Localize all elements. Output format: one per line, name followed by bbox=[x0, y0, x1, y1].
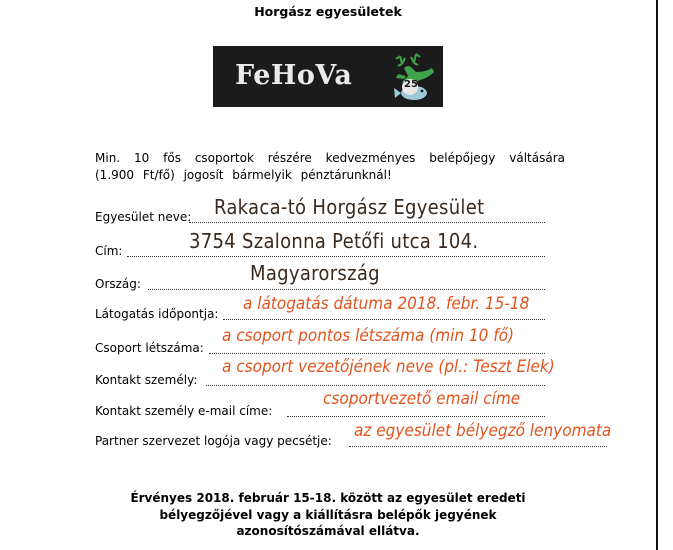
dotted-line bbox=[209, 353, 545, 354]
field-value-address[interactable]: 3754 Szalonna Petőfi utca 104. bbox=[189, 229, 479, 253]
intro-text: Min. 10 fős csoportok részére kedvezményes belépőjegy váltására (1.900 Ft/fő) jogosít bármelyik pénztárunknál! bbox=[95, 151, 565, 182]
validity-note-line: azonosítószámával ellátva. bbox=[236, 524, 420, 538]
field-value-association-name[interactable]: Rakaca-tó Horgász Egyesület bbox=[214, 195, 485, 219]
dotted-line bbox=[349, 446, 607, 447]
field-label: Ország: bbox=[95, 277, 141, 291]
page-title: Horgász egyesületek bbox=[254, 4, 402, 19]
field-value-visit-date[interactable]: a látogatás dátuma 2018. febr. 15-18 bbox=[243, 294, 530, 314]
field-value-contact-person[interactable]: a csoport vezetőjének neve (pl.: Teszt Elek) bbox=[222, 357, 555, 377]
field-value-group-size[interactable]: a csoport pontos létszáma (min 10 fő) bbox=[222, 326, 514, 346]
field-label: Látogatás időpontja: bbox=[95, 307, 219, 321]
field-label: Kontakt személy: bbox=[95, 373, 198, 387]
deer-fish-icon bbox=[386, 50, 438, 104]
validity-note-line: bélyegzőjével vagy a kiállításra belépők jegyének bbox=[159, 507, 497, 522]
field-label: Partner szervezet logója vagy pecsétje: bbox=[95, 434, 332, 448]
field-label: Egyesület neve: bbox=[95, 210, 192, 224]
field-value-partner-stamp[interactable]: az egyesület bélyegző lenyomata bbox=[354, 421, 612, 441]
dotted-line bbox=[223, 319, 545, 320]
validity-note-line: Érvényes 2018. február 15-18. között az egyesület eredeti bbox=[130, 491, 526, 505]
field-label: Cím: bbox=[95, 244, 123, 258]
logo-badge: 25 bbox=[404, 79, 418, 90]
field-label: Kontakt személy e-mail címe: bbox=[95, 404, 273, 418]
dotted-line bbox=[206, 385, 545, 386]
logo-text: FeHoVa bbox=[235, 60, 353, 91]
field-value-contact-email[interactable]: csoportvezető email címe bbox=[323, 389, 521, 409]
page-border-line bbox=[656, 0, 658, 550]
dotted-line bbox=[127, 256, 545, 257]
field-label: Csoport létszáma: bbox=[95, 341, 204, 355]
dotted-line bbox=[189, 222, 545, 223]
fehova-logo bbox=[213, 46, 443, 107]
dotted-line bbox=[287, 416, 545, 417]
dotted-line bbox=[148, 289, 545, 290]
validity-note bbox=[0, 490, 656, 540]
field-value-country[interactable]: Magyarország bbox=[250, 261, 380, 285]
